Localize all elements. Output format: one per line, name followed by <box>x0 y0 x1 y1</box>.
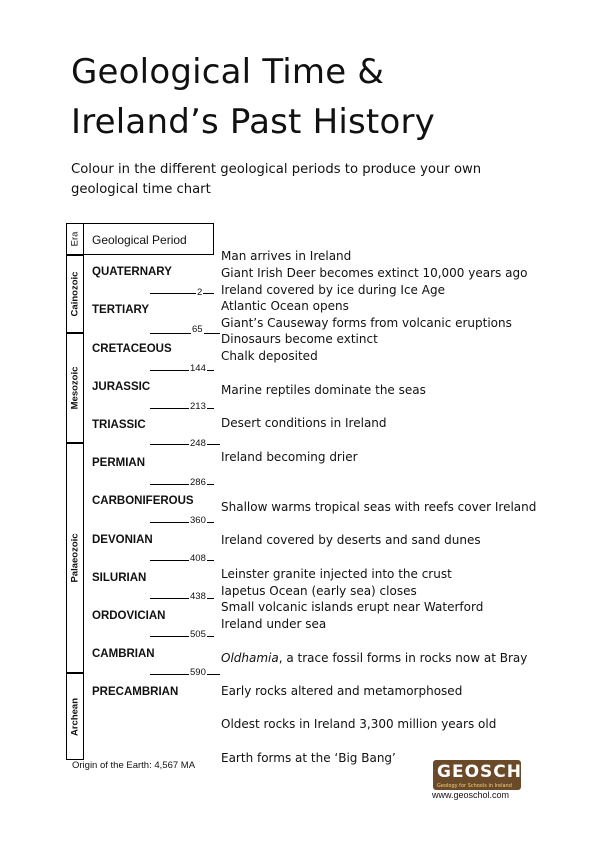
event: Earth forms at the ‘Big Bang’ <box>221 751 396 765</box>
boundary-line <box>150 674 220 675</box>
period-cambrian: CAMBRIAN <box>92 648 155 660</box>
boundary-value: 248 <box>190 438 206 449</box>
boundary-value: 2 <box>197 287 203 298</box>
boundary-value: 213 <box>190 401 206 412</box>
era-label: Archean <box>69 697 81 736</box>
boundary-value: 286 <box>190 477 206 488</box>
boundary-value: 590 <box>190 667 206 678</box>
event: Desert conditions in Ireland <box>221 416 387 430</box>
era-archean <box>66 673 84 760</box>
page-title-line-1: Geological Time & <box>71 52 385 92</box>
event: Man arrives in Ireland <box>221 249 352 263</box>
page-title-line-2: Ireland’s Past History <box>71 102 435 142</box>
period-header: Geological Period <box>92 233 187 247</box>
event: Chalk deposited <box>221 349 318 363</box>
geoschol-logo <box>433 760 550 790</box>
event: Marine reptiles dominate the seas <box>221 383 426 397</box>
origin-of-earth: Origin of the Earth: 4,567 MA <box>72 760 196 771</box>
website-url[interactable]: www.geoschol.com <box>432 790 510 800</box>
event: Ireland becoming drier <box>221 450 358 464</box>
event: Dinosaurs become extinct <box>221 332 378 346</box>
period-ordovician: ORDOVICIAN <box>92 610 166 622</box>
event: Ireland covered by deserts and sand dunes <box>221 533 481 547</box>
instructions: Colour in the different geological periods to produce your own geological time chart <box>71 162 482 197</box>
period-cretaceous: CRETACEOUS <box>92 343 172 355</box>
period-quaternary: QUATERNARY <box>92 266 172 278</box>
era-header: Era <box>69 231 81 247</box>
era-mesozoic <box>66 333 84 443</box>
oldhamia-italic: Oldhamia <box>221 651 279 665</box>
period-tertiary: TERTIARY <box>92 304 150 316</box>
period-silurian: SILURIAN <box>92 572 147 584</box>
event: Iapetus Ocean (early sea) closes <box>221 584 417 598</box>
boundary-line <box>150 333 220 334</box>
boundary-value: 65 <box>192 324 203 335</box>
boundary-line <box>150 444 220 445</box>
era-cainozoic <box>66 255 84 333</box>
event: Ireland covered by ice during Ice Age <box>221 283 445 297</box>
event: Early rocks altered and metamorphosed <box>221 684 463 698</box>
period-jurassic: JURASSIC <box>92 381 151 393</box>
logo-text: GEOSCHOL <box>437 762 550 782</box>
boundary-value: 408 <box>190 553 206 564</box>
era-label: Palaeozoic <box>69 533 81 583</box>
geological-time-chart <box>66 223 216 771</box>
event-oldhamia <box>221 650 527 666</box>
event: Shallow warms tropical seas with reefs cover Ireland <box>221 500 537 514</box>
event: Small volcanic islands erupt near Waterford <box>221 600 484 614</box>
boundary-value: 438 <box>190 591 206 602</box>
event: Giant Irish Deer becomes extinct 10,000 years ago <box>221 266 528 280</box>
period-triassic: TRIASSIC <box>92 419 146 431</box>
period-devonian: DEVONIAN <box>92 534 153 546</box>
event: Oldest rocks in Ireland 3,300 million years old <box>221 717 497 731</box>
boundary-value: 505 <box>190 629 206 640</box>
event: Leinster granite injected into the crust <box>221 567 452 581</box>
boundary-line <box>150 293 214 294</box>
era-header-cell <box>66 223 84 255</box>
period-permian: PERMIAN <box>92 457 146 469</box>
event: Giant’s Causeway forms from volcanic eruptions <box>221 316 512 330</box>
era-label: Mesozoic <box>69 366 81 410</box>
era-palaeozoic <box>66 443 84 673</box>
period-header-cell <box>84 223 214 255</box>
boundary-value: 360 <box>190 515 206 526</box>
oldhamia-rest: , a trace fossil forms in rocks now at Bray <box>278 651 528 665</box>
period-precambrian: PRECAMBRIAN <box>92 686 179 698</box>
logo-subtext: Geology for Schools in Ireland <box>437 783 512 789</box>
period-carboniferous: CARBONIFEROUS <box>92 495 194 507</box>
event: Atlantic Ocean opens <box>221 299 349 313</box>
boundary-value: 144 <box>190 363 206 374</box>
event: Ireland under sea <box>221 617 327 631</box>
era-label: Cainozoic <box>69 271 81 317</box>
